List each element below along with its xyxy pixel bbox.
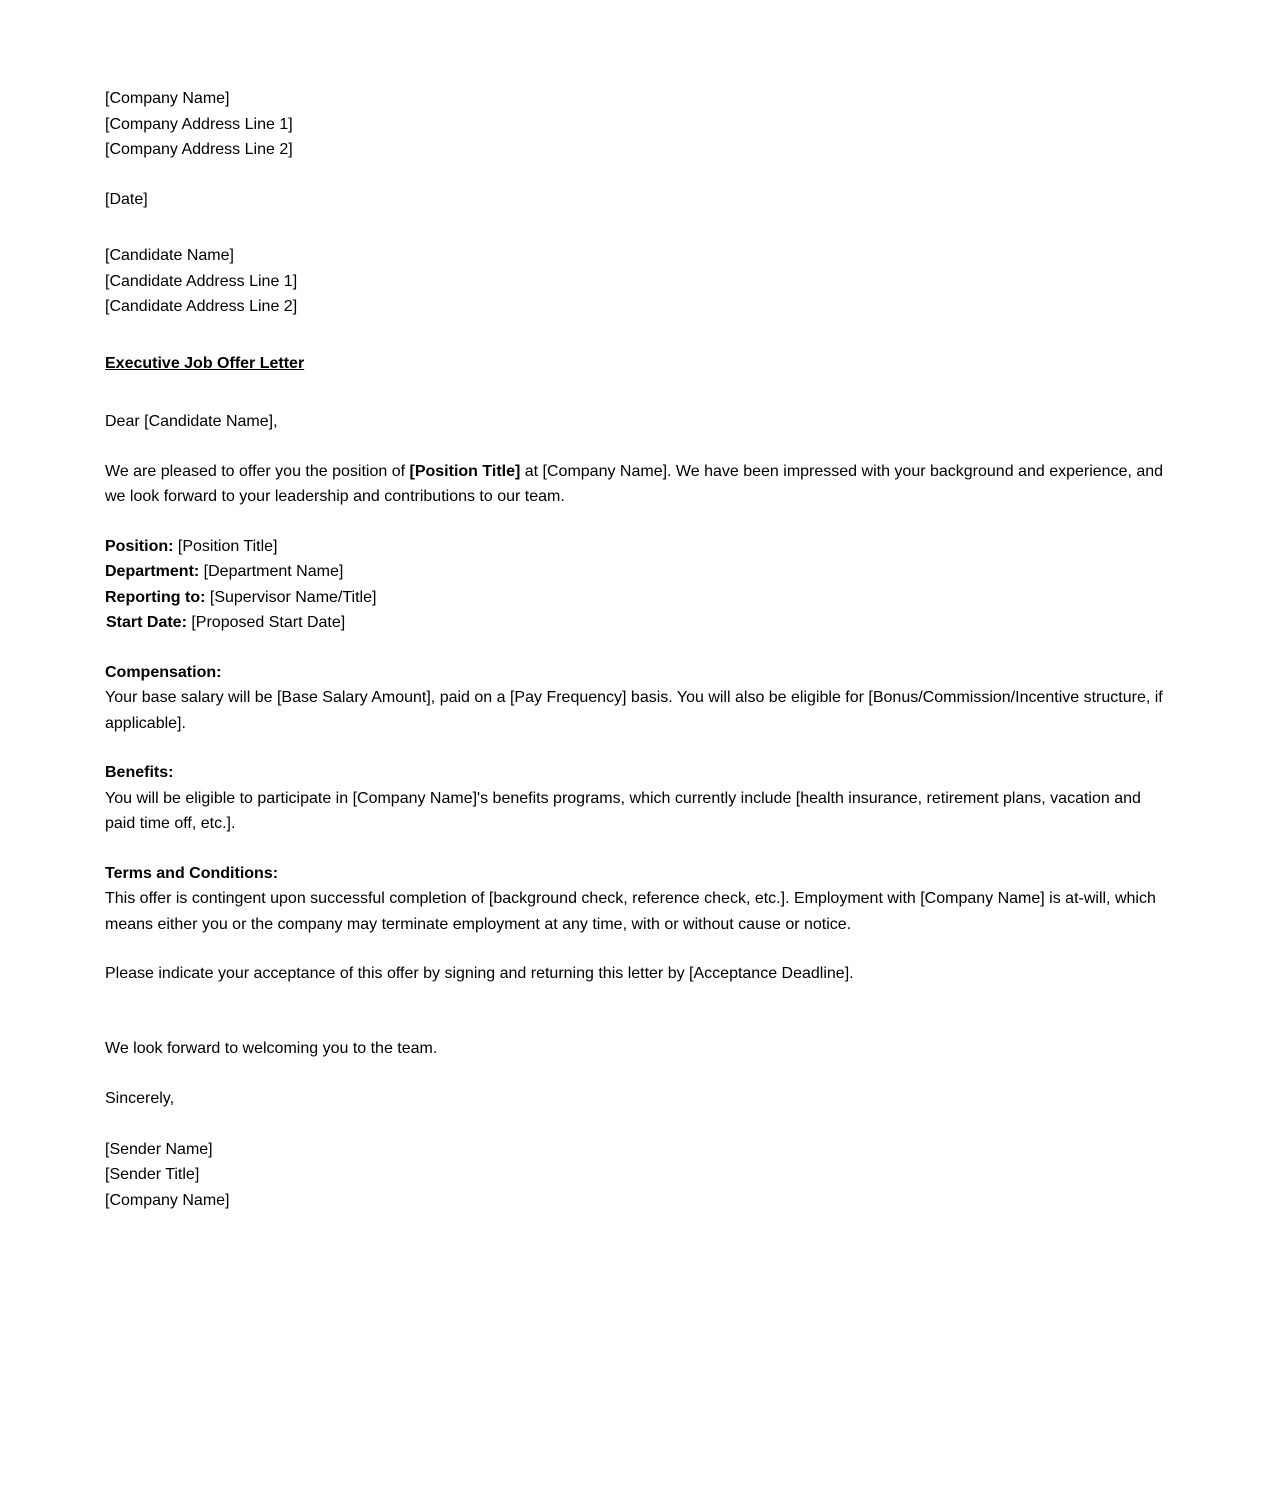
intro-position-title: [Position Title] — [409, 462, 521, 480]
recipient-name: [Candidate Name] — [105, 247, 234, 264]
recipient-address-line-2: [Candidate Address Line 2] — [105, 298, 298, 315]
sender-address-line-2: [Company Address Line 2] — [105, 141, 293, 158]
detail-reporting-to — [105, 585, 1165, 611]
signature-sender-name: [Sender Name] — [105, 1140, 213, 1158]
compensation-body: Your base salary will be [Base Salary Amount], paid on a [Pay Frequency] basis. You will also be eligible for [Bonus/Commission/Incentive structure, if applicable]. — [105, 689, 1163, 732]
detail-department — [105, 559, 1165, 585]
detail-position — [105, 534, 1165, 560]
benefits-section — [105, 760, 1165, 837]
signature-sender-title: [Sender Title] — [105, 1166, 200, 1183]
salutation: Dear [Candidate Name], — [105, 413, 278, 430]
detail-label: Position: — [105, 537, 174, 555]
benefits-heading: Benefits: — [105, 764, 174, 781]
sender-address-line-1: [Company Address Line 1] — [105, 115, 293, 133]
sender-address-block — [105, 86, 1165, 163]
sign-off: Sincerely, — [105, 1090, 175, 1107]
terms-body: This offer is contingent upon successful completion of [background check, reference check, etc.]. Employment with [Company Name] is at-will, which means either you or the company may terminate employment at any time, with or without cause or notice. — [105, 890, 1156, 933]
intro-paragraph — [105, 459, 1165, 510]
signature-company-name: [Company Name] — [105, 1191, 230, 1209]
intro-text-before: We are pleased to offer you the position of — [105, 462, 410, 480]
offer-details-list — [105, 534, 1165, 636]
recipient-address-block — [105, 243, 1165, 320]
detail-value: [Position Title] — [173, 537, 278, 555]
compensation-section — [105, 660, 1165, 737]
acceptance-paragraph: Please indicate your acceptance of this offer by signing and returning this letter by [Acceptance Deadline]. — [105, 965, 854, 982]
detail-value: [Supervisor Name/Title] — [205, 588, 377, 606]
detail-value: [Department Name] — [199, 563, 344, 580]
detail-label: Start Date: — [106, 614, 187, 631]
letter-title: Executive Job Offer Letter — [105, 354, 305, 372]
terms-section — [105, 861, 1165, 938]
sender-company-name: [Company Name] — [105, 90, 230, 107]
signature-block — [105, 1137, 1165, 1214]
detail-start-date — [105, 610, 1165, 636]
detail-value: [Proposed Start Date] — [186, 614, 346, 631]
letter-date: [Date] — [105, 190, 148, 208]
detail-label: Reporting to: — [105, 588, 206, 606]
detail-label: Department: — [105, 563, 200, 580]
benefits-body: You will be eligible to participate in [Company Name]'s benefits programs, which currently include [health insurance, retirement plans, vacation and paid time off, etc.]. — [105, 789, 1141, 832]
intro-text-after: at [Company Name]. We have been impressed with your background and experience, and we look forward to your leadership and contributions to our team. — [105, 462, 1164, 505]
terms-heading: Terms and Conditions: — [105, 864, 279, 882]
recipient-address-line-1: [Candidate Address Line 1] — [105, 272, 298, 290]
letter-document — [105, 86, 1165, 1213]
compensation-heading: Compensation: — [105, 663, 222, 681]
closing-line: We look forward to welcoming you to the team. — [105, 1039, 438, 1057]
